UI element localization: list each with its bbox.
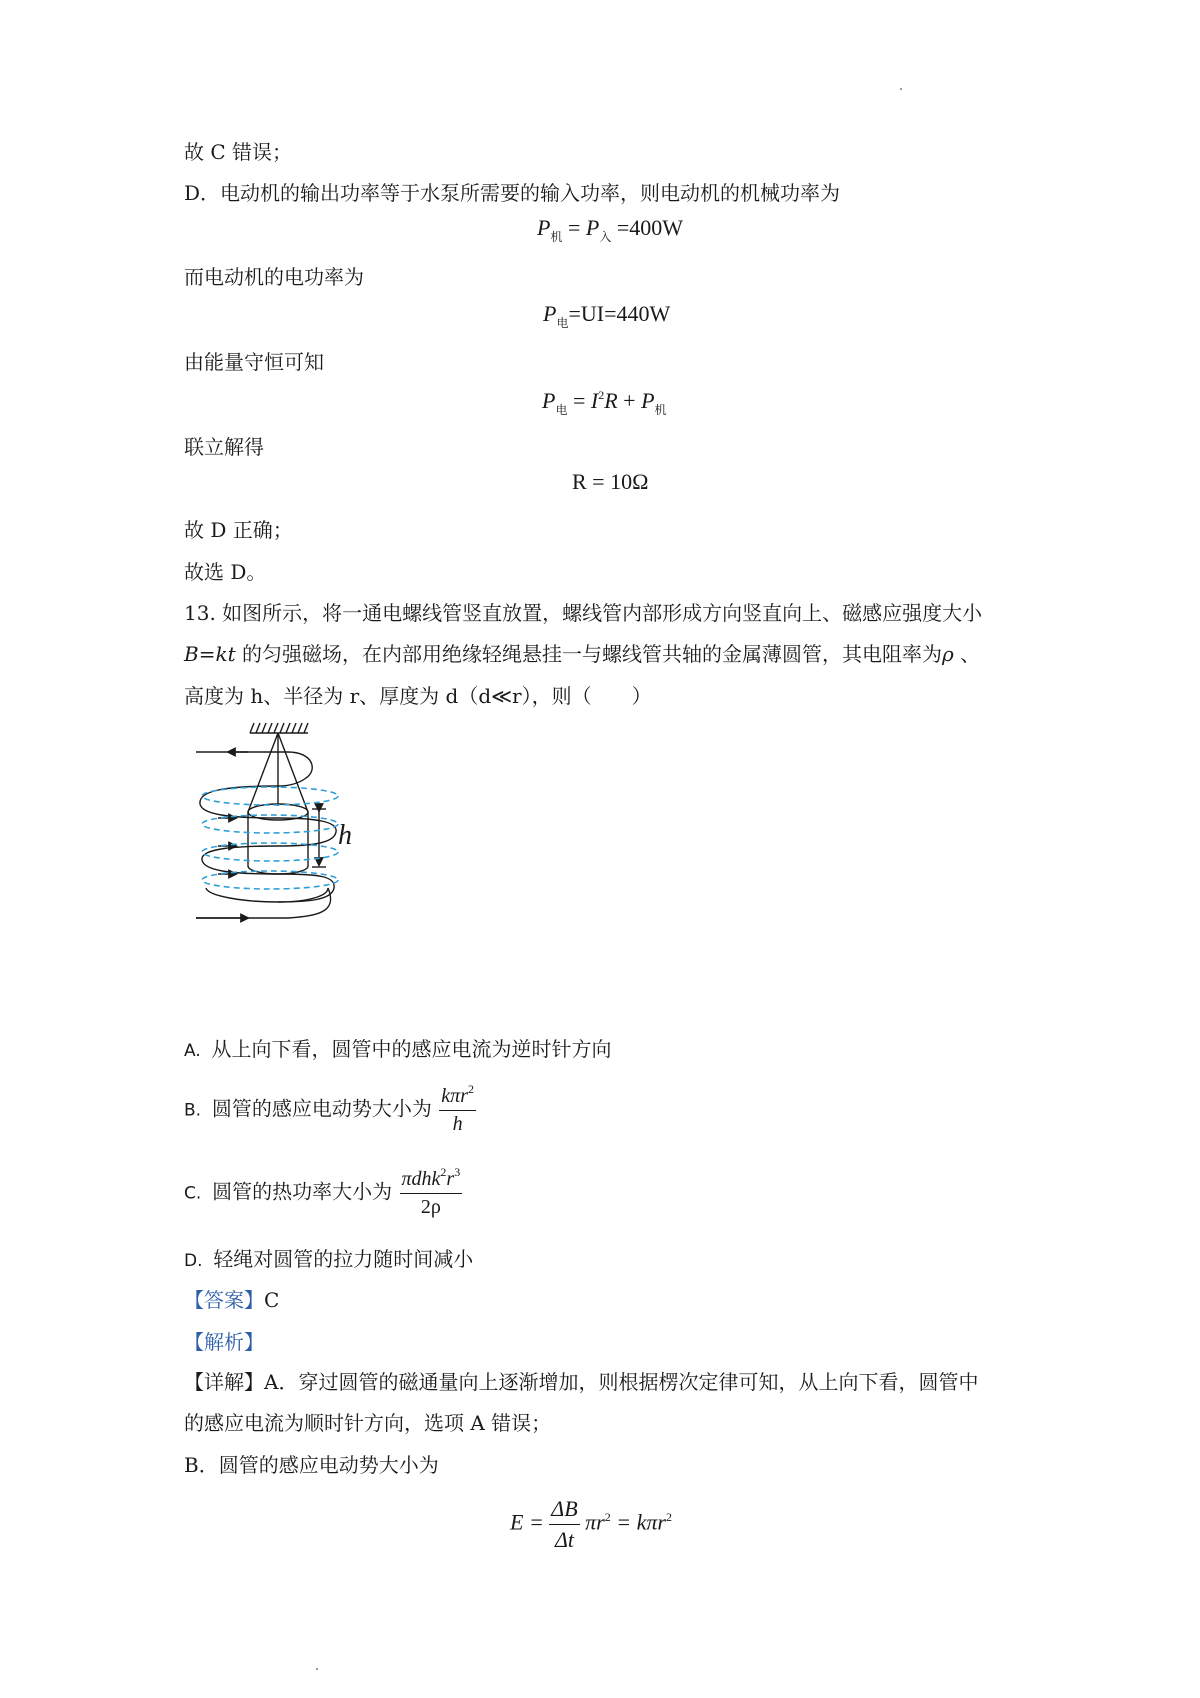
option-c: C. 圆管的热功率大小为 $\frac{\pi dhk^2r^3}{2\rho}$ [184,1165,461,1218]
detail-label: 【详解】 [184,1370,264,1394]
text-line: 故 C 错误； [184,140,293,164]
answer-line [184,1284,279,1313]
option-b: B. 圆管的感应电动势大小为 $\frac{k\pi r^2}{h}$ [184,1082,474,1135]
stray-dot [900,88,902,90]
question-13-line: 13. 如图所示，将一通电螺线管竖直放置，螺线管内部形成方向竖直向上、磁感应强度大小 [184,601,983,625]
solenoid-figure [188,716,378,946]
question-13-line: 高度为 h、半径为 r、厚度为 d（d≪r），则（ ） [184,684,652,708]
answer-label: 【答案】 [184,1288,264,1312]
stray-dot [316,1668,318,1670]
height-label: h [338,820,352,851]
text-line: 故 D 正确； [184,518,293,542]
text-line: 故选 D。 [184,560,267,584]
text-line: 联立解得 [184,435,264,459]
analysis-label: 【解析】 [184,1330,264,1354]
equation-p-mech: $P_机 = P_入 =400W$ [537,215,684,244]
question-13-line: B=kt 的匀强磁场，在内部用绝缘轻绳悬挂一与螺线管共轴的金属薄圆管，其电阻率为ρ 、 [184,642,981,666]
detail-line: 【详解】A．穿过圆管的磁通量向上逐渐增加，则根据楞次定律可知，从上向下看，圆管中 [184,1370,979,1394]
text-line: 而电动机的电功率为 [184,265,364,289]
equation-energy: $P_电 = I^2R + P_机$ [542,388,667,417]
option-a: A. 从上向下看，圆管中的感应电流为逆时针方向 [184,1037,612,1061]
answer-value: C [264,1288,280,1312]
detail-line: B．圆管的感应电动势大小为 [184,1453,439,1477]
equation-resistance: R = 10Ω [572,469,649,494]
text-line: 由能量守恒可知 [184,350,324,374]
equation-emf: E = $\frac{\Delta B}{\Delta t}$ $\pi r^2 = k\pi r^2$ [510,1496,672,1552]
text-line: D．电动机的输出功率等于水泵所需要的输入功率，则电动机的机械功率为 [184,181,841,205]
equation-p-elec: $P_电=UI=440W$ [543,301,671,330]
detail-line: 的感应电流为顺时针方向，选项 A 错误； [184,1411,552,1435]
option-d: D. 轻绳对圆管的拉力随时间减小 [184,1247,474,1271]
